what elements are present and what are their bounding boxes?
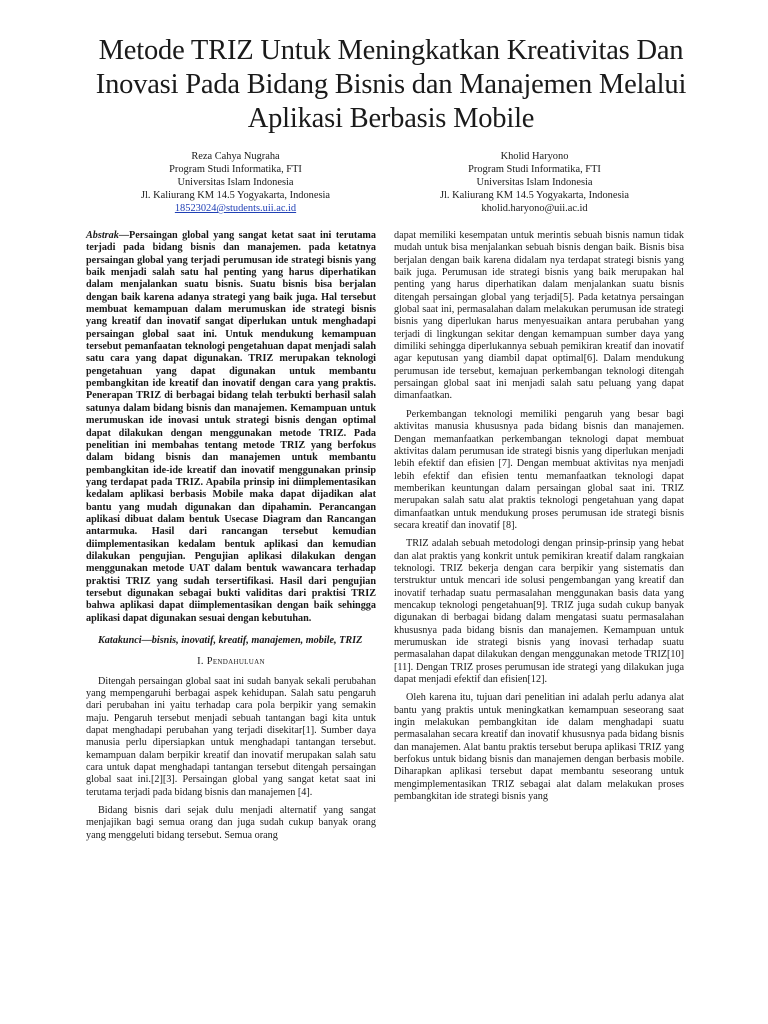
author-dept: Program Studi Informatika, FTI [169,164,302,175]
keywords: Katakunci—bisnis, inovatif, kreatif, manajemen, mobile, TRIZ [98,635,363,646]
author-univ: Universitas Islam Indonesia [177,177,294,188]
author-name: Reza Cahya Nugraha [191,151,280,162]
body-paragraph: TRIZ adalah sebuah metodologi dengan prinsip-prinsip yang hebat dan alat praktis yang konkrit untuk pemikiran kreatif dalam rangkaian teknologi. TRIZ bekerja dengan cara berpikir yang sistematis dan terstruktur untuk mencari ide solusi pengembangan yang kreatif dan inovatif terhadap suatu permasalahan menggunakan basis data yang mencakup teknologi pengetahuan[9]. TRIZ juga sudah cukup banyak digunakan di berbagai bidang dalam mengatasi suatu permasalahan khususnya pada bidang bisnis dan manajemen. Kemampuan untuk merumuskan ide strategi bisnis yang inovasi terhadap suatu permasalahan dapat dilakukan dengan menggunakan metode TRIZ[10][11]. Dengan TRIZ proses perumusan ide strategi yang dilakukan juga dapat menjadi efektif dan efisien[12]. [394,538,684,686]
paper-title: Metode TRIZ Untuk Meningkatkan Kreativitas Dan Inovasi Pada Bidang Bisnis dan Manajemen Melalui Aplikasi Berbasis Mobile [95,35,687,134]
author-dept: Program Studi Informatika, FTI [468,164,601,175]
body-paragraph: Perkembangan teknologi memiliki pengaruh yang besar bagi aktivitas manusia khususnya pada bidang bisnis dan manajemen. Dengan memanfaatkan perkembangan teknologi dapat membuat aktivitas dalam perumusan ide strategi bisnis yang diperlukan menjadi lebih efektif dan efisien [7]. Dengan membuat aktivitas nya menjadi lebih efektif dan efisien tentu memanfaatkan teknologi dapat memberikan keuntungan dalam persaingan global saat ini. TRIZ merupakan salah satu alat praktis teknologi pengetahuan yang dapat dimanfaatkan untuk mendukung proses perumusan ide strategi bisnis secara kreatif dan inovatif [8]. [394,408,684,531]
section-number: I. [197,656,204,668]
right-column [394,230,684,848]
author-univ: Universitas Islam Indonesia [476,177,593,188]
section-title: Pendahuluan [206,656,265,668]
body-paragraph: dapat memiliki kesempatan untuk merintis sebuah bisnis namun tidak mudah untuk bisa menjalankan sebuah bisnis dengan baik. Bisnis bisa berjalan dengan baik karena didalam nya terdapat strategi bisnis yang baik juga. Perumusan ide strategi bisnis yang baik merupakan hal penting yang harus diperhatikan dalam menjalankan suatu bisnis ditengah persaingan global yang terjadi[5]. Pada ketatnya persaingan global saat ini, permasalahan dalam melakukan perumusan ide strategi bisnis yang diperlukan harus menyesuaikan antara perubahan yang terjadi di lingkungan sekitar dengan kemampuan sumber daya yang dimiliki sehingga diperlukannya sebuah pemikiran kreatif dan inovatif agar keputusan yang diambil dapat optimal[6]. Dalam mendukung perumusan ide tersebut, kemajuan perkembangan teknologi ditengah persaingan global saat ini menjadi salah satu peluang yang dapat dimanfaatkan. [394,230,684,402]
author-address: Jl. Kaliurang KM 14.5 Yogyakarta, Indonesia [439,190,630,201]
body-paragraph: Oleh karena itu, tujuan dari penelitian ini adalah perlu adanya alat bantu yang praktis untuk meningkatkan kemampuan seseorang saat ingin melakukan pembangkitan ide dalam menghadapi suatu permasalahan secara kreatif dan inovatif khususnya pada bidang bisnis dan manajemen. Alat bantu praktis tersebut berupa aplikasi TRIZ yang berfokus untuk bidang bisnis dan manajemen dengan berbasis mobile. Diharapkan aplikasi tersebut dapat membantu seseorang untuk mengimplementasikan TRIZ sebagai alat dalam melakukan proses pembangkitan ide strategi bisnis yang [394,692,684,803]
author-address: Jl. Kaliurang KM 14.5 Yogyakarta, Indonesia [140,190,331,201]
left-column [86,230,376,848]
author-1 [86,150,385,215]
abstract-text: —Persaingan global yang sangat ketat saat ini terutama terjadi pada bidang bisnis dan manajemen. pada ketatnya persaingan global yang terjadi perumusan ide strategi bisnis yang baik menjadi salah satu hal penting yang harus diperhatikan dalam menjalankan suatu bisnis. Suatu bisnis bisa berjalan dengan baik karena adanya strategi yang baik juga. Hal tersebut membuat kemampuan dalam merumuskan ide strategi bisnis yang kreatif dan inovatif sangat diperlukan untuk menghadapi persaingan global saat ini. Untuk mendukung kemampuan tersebut pemanfaatan teknologi pengetahuan dapat menjadi salah satu cara yang dapat digunakan. TRIZ merupakan teknologi pengetahuan yang dapat digunakan untuk membantu pembangkitan ide kreatif dan inovatif dengan cara yang praktis. Penerapan TRIZ di berbagai bidang telah terbukti berhasil salah satunya dalam bidang bisnis dan manajemen. Kemampuan untuk merumuskan ide inovasi untuk strategi bisnis dengan optimal dapat dilakukan dengan menggunakan metode TRIZ. Pada penelitian ini membahas tentang metode TRIZ yang berfokus dalam bidang bisnis dan manajemen untuk membantu pembangkitan ide-ide kreatif dan inovatif menggunakan prinsip yang terdapat pada TRIZ. Apabila prinsip ini diimplementasikan kedalam aplikasi berbasis Mobile maka dapat dijadikan alat bantu yang mudah digunakan dan dipahamin. Perancangan aplikasi dibuat dalam bentuk Usecase Diagram dan Rancangan antarmuka. Hasil dari rancangan tersebut kemudian diimplementasikan kedalam bentuk aplikasi dan kemudian dilakukan pengujian. Pengujian aplikasi dilakukan dengan menggunakan metode UAT dalam bentuk wawancara terhadap praktisi TRIZ yang sudah tersertifikasi. Hasil dari pengujian tersebut digunakan sebagai bukti validitas dari praktisi TRIZ bahwa aplikasi dapat diimplementasikan dengan baik sehingga aplikasi dapat digunakan sesuai dengan kebutuhan. [86,230,376,624]
abstract [86,230,376,625]
author-name: Kholid Haryono [500,151,569,162]
author-2 [385,150,684,215]
body-paragraph: Ditengah persaingan global saat ini sudah banyak sekali perubahan yang mempengaruhi berbagai aspek kehidupan. Salah satu pengaruh dari perubahan ini yaitu terhadap cara pola berpikir yang semakin maju. Pengaruh tersebut menjadi sebuah tantangan bagi kita untuk dapat menghadapi perubahan yang terjadi disekitar[1]. Sumber daya manusia perlu dipersiapkan untuk menghadapi tantangan tersebut. kemampuan dalam berpikir kreatif dan inovatif merupakan salah satu cara untuk dapat menghadapi tantangan tersebut ditengah persaingan global saat ini.[2][3]. Persaingan global yang sangat ketat saat ini terutama terjadi pada bidang bisnis dan manajemen [4]. [86,675,376,798]
author-block [86,150,684,215]
body-columns [86,230,684,848]
author-email: kholid.haryono@uii.ac.id [481,203,588,214]
body-paragraph: Bidang bisnis dari sejak dulu menjadi alternatif yang sangat menjajikan bagi semua orang dan juga sudah cukup banyak orang yang menggeluti bidang tersebut. Semua orang [86,805,376,841]
author-email-link[interactable]: 18523024@students.uii.ac.id [174,203,297,214]
section-heading [86,656,376,668]
abstract-lead: Abstrak [86,230,119,241]
